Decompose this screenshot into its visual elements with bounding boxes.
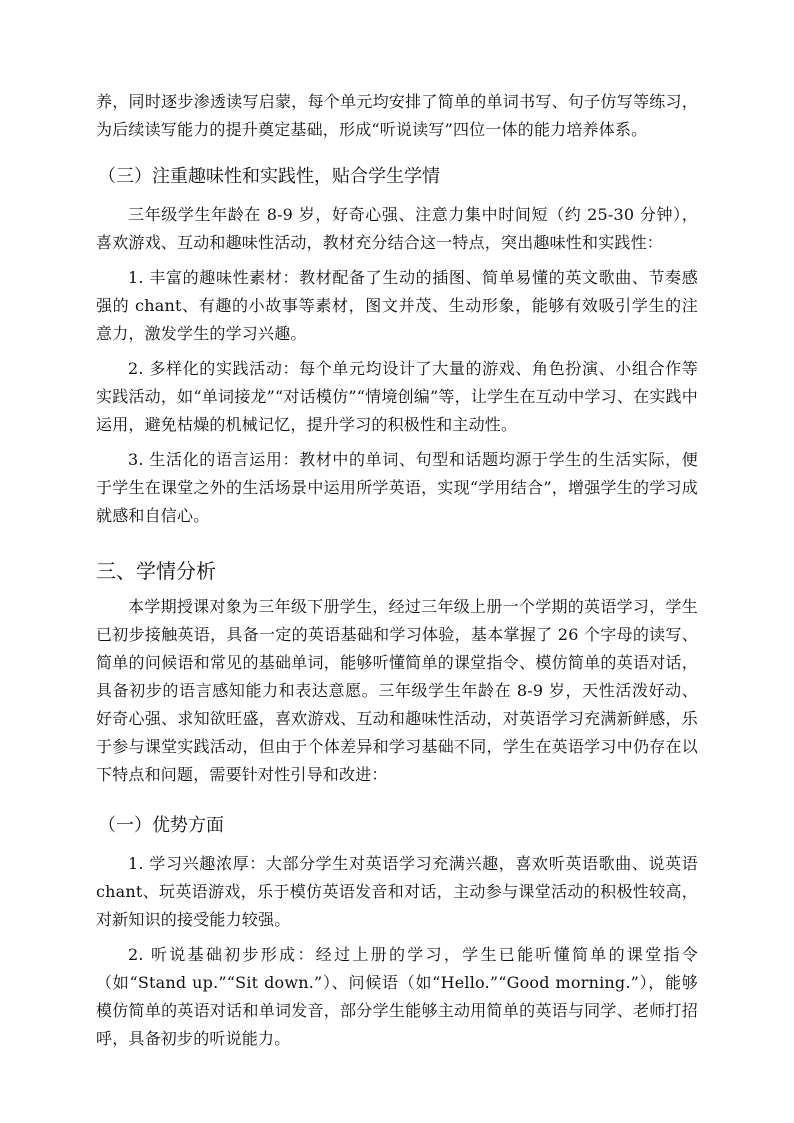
analysis-paragraph: 本学期授课对象为三年级下册学生，经过三年级上册一个学期的英语学习，学生已初步接触英语，具备一定的英语基础和学习体验，基本掌握了 26 个字母的读写、简单的问候语和常见的基础单词，能够听懂简单的课堂指令、模仿简单的英语对话，具备初步的语言感知能力和表达意愿。三年级学生年龄在 8-9 岁，天性活泼好动、好奇心强、求知欲旺盛，喜欢游戏、互动和趣味性活动，对英语学习充满新鲜感，乐于参与课堂实践活动，但由于个体差异和学习基础不同，学生在英语学习中仍存在以下特点和问题，需要针对性引导和改进： [96,597,698,784]
advantage-item-1: 1. 学习兴趣浓厚：大部分学生对英语学习充满兴趣，喜欢听英语歌曲、说英语 chant、玩英语游戏，乐于模仿英语发音和对话，主动参与课堂活动的积极性较高，对新知识的接受能力较强。 [96,854,698,929]
intro-paragraph: 养，同时逐步渗透读写启蒙，每个单元均安排了简单的单词书写、句子仿写等练习，为后续读写能力的提升奠定基础，形成“听说读写”四位一体的能力培养体系。 [96,92,698,139]
fun-item-1: 1. 丰富的趣味性素材：教材配备了生动的插图、简单易懂的英文歌曲、节奏感强的 chant、有趣的小故事等素材，图文并茂、生动形象，能够有效吸引学生的注意力，激发学生的学习兴趣。 [96,268,698,343]
fun-intro-paragraph: 三年级学生年龄在 8-9 岁，好奇心强、注意力集中时间短（约 25-30 分钟），喜欢游戏、互动和趣味性活动，教材充分结合这一特点，突出趣味性和实践性： [96,205,698,252]
fun-item-2: 2. 多样化的实践活动：每个单元均设计了大量的游戏、角色扮演、小组合作等实践活动，如“单词接龙”“对话模仿”“情境创编”等，让学生在互动中学习、在实践中运用，避免枯燥的机械记忆，提升学习的积极性和主动性。 [96,359,698,434]
document-page [96,88,698,1053]
section-heading-advantages: （一）优势方面 [98,815,224,836]
fun-item-3: 3. 生活化的语言运用：教材中的单词、句型和话题均源于学生的生活实际，便于学生在课堂之外的生活场景中运用所学英语，实现“学用结合”，增强学生的学习成就感和自信心。 [96,450,698,525]
section-heading-analysis: 三、学情分析 [96,559,216,583]
section-heading-fun: （三）注重趣味性和实践性，贴合学生学情 [98,166,440,187]
advantage-item-2: 2. 听说基础初步形成：经过上册的学习，学生已能听懂简单的课堂指令（如“Stand up.”“Sit down.”）、问候语（如“Hello.”“Good morning.”），能够模仿简单的英语对话和单词发音，部分学生能够主动用简单的英语与同学、老师打招呼，具备初步的听说能力。 [96,945,698,1048]
